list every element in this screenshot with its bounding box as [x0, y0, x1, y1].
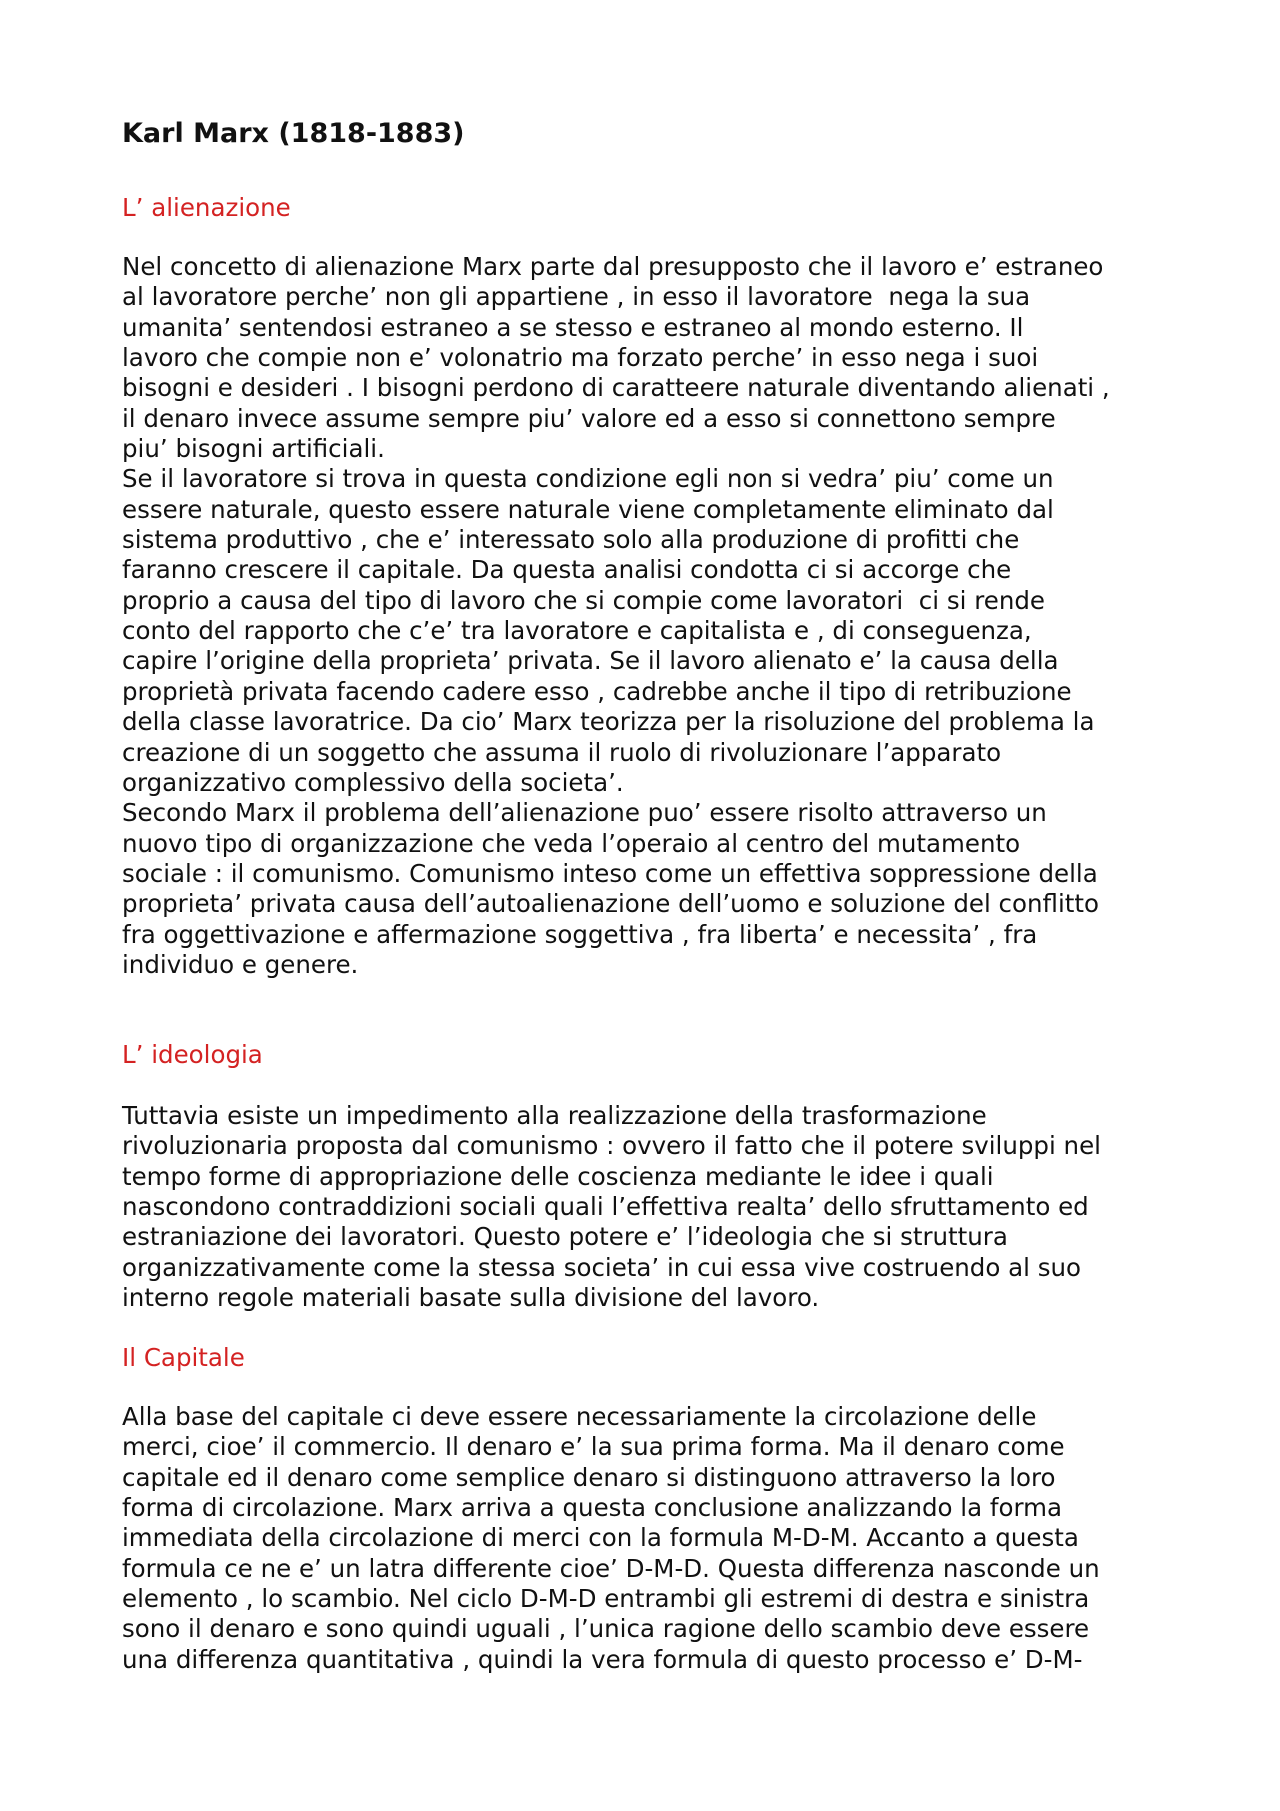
- text-line: Se il lavoratore si trova in questa condizione egli non si vedra’ piu’ come un: [122, 464, 1054, 494]
- text-line: proprieta’ privata causa dell’autoalienazione dell’uomo e soluzione del conflitto: [122, 889, 1099, 919]
- text-line: sociale : il comunismo. Comunismo inteso come un effettiva soppressione della: [122, 858, 1098, 888]
- text-line: nascondono contraddizioni sociali quali l’effettiva realta’ dello sfruttamento ed: [122, 1192, 1089, 1222]
- text-line: essere naturale, questo essere naturale viene completamente eliminato dal: [122, 494, 1054, 524]
- text-line: creazione di un soggetto che assuma il ruolo di rivoluzionare l’apparato: [122, 737, 1002, 767]
- section-body-alienazione: [122, 252, 1110, 980]
- text-line: Secondo Marx il problema dell’alienazione puo’ essere risolto attraverso un: [122, 798, 1047, 828]
- text-line: formula ce ne e’ un latra differente cioe’ D-M-D. Questa differenza nasconde un: [122, 1553, 1100, 1583]
- text-line: immediata della circolazione di merci con la formula M-D-M. Accanto a questa: [122, 1523, 1079, 1553]
- text-line: organizzativamente come la stessa societa’ in cui essa vive costruendo al suo: [122, 1252, 1082, 1282]
- text-line: della classe lavoratrice. Da cio’ Marx teorizza per la risoluzione del problema la: [122, 707, 1095, 737]
- text-line: tempo forme di appropriazione delle coscienza mediante le idee i quali: [122, 1161, 994, 1191]
- text-line: organizzativo complessivo della societa’.: [122, 767, 624, 797]
- text-line: capitale ed il denaro come semplice denaro si distinguono attraverso la loro: [122, 1462, 1056, 1492]
- text-line: interno regole materiali basate sulla divisione del lavoro.: [122, 1283, 820, 1313]
- text-line: sono il denaro e sono quindi uguali , l’unica ragione dello scambio deve essere: [122, 1614, 1090, 1644]
- text-line: una differenza quantitativa , quindi la vera formula di questo processo e’ D-M-: [122, 1644, 1083, 1674]
- text-line: faranno crescere il capitale. Da questa analisi condotta ci si accorge che: [122, 555, 1012, 585]
- text-line: fra oggettivazione e affermazione soggettiva , fra liberta’ e necessita’ , fra: [122, 919, 1038, 949]
- section-heading-alienazione: L’ alienazione: [122, 193, 291, 222]
- section-body-ideologia: [122, 1101, 1101, 1313]
- text-line: umanita’ sentendosi estraneo a se stesso e estraneo al mondo esterno. Il: [122, 312, 1024, 342]
- text-line: proprietà privata facendo cadere esso , cadrebbe anche il tipo di retribuzione: [122, 676, 1072, 706]
- text-line: rivoluzionaria proposta dal comunismo : ovvero il fatto che il potere sviluppi nel: [122, 1131, 1101, 1161]
- page-title: Karl Marx (1818-1883): [122, 118, 465, 149]
- section-heading-ideologia: L’ ideologia: [122, 1040, 263, 1069]
- text-line: nuovo tipo di organizzazione che veda l’operaio al centro del mutamento: [122, 828, 1021, 858]
- section-heading-capitale: Il Capitale: [122, 1343, 245, 1372]
- text-line: merci, cioe’ il commercio. Il denaro e’ la sua prima forma. Ma il denaro come: [122, 1432, 1065, 1462]
- text-line: individuo e genere.: [122, 949, 359, 979]
- text-line: proprio a causa del tipo di lavoro che si compie come lavoratori ci si rende: [122, 585, 1045, 615]
- text-line: Nel concetto di alienazione Marx parte dal presupposto che il lavoro e’ estraneo: [122, 252, 1104, 281]
- text-line: piu’ bisogni artificiali.: [122, 434, 385, 464]
- text-line: capire l’origine della proprieta’ privata. Se il lavoro alienato e’ la causa della: [122, 646, 1059, 676]
- text-line: il denaro invece assume sempre piu’ valore ed a esso si connettono sempre: [122, 403, 1056, 433]
- text-line: lavoro che compie non e’ volonatrio ma forzato perche’ in esso nega i suoi: [122, 343, 1039, 373]
- section-body-capitale: [122, 1402, 1100, 1675]
- text-line: al lavoratore perche’ non gli appartiene , in esso il lavoratore nega la sua: [122, 282, 1031, 312]
- text-line: sistema produttivo , che e’ interessato solo alla produzione di profitti che: [122, 525, 1020, 555]
- text-line: Alla base del capitale ci deve essere necessariamente la circolazione delle: [122, 1402, 1037, 1431]
- text-line: elemento , lo scambio. Nel ciclo D-M-D entrambi gli estremi di destra e sinistra: [122, 1584, 1090, 1614]
- text-line: conto del rapporto che c’e’ tra lavoratore e capitalista e , di conseguenza,: [122, 616, 1032, 646]
- text-line: estraniazione dei lavoratori. Questo potere e’ l’ideologia che si struttura: [122, 1222, 1008, 1252]
- text-line: forma di circolazione. Marx arriva a questa conclusione analizzando la forma: [122, 1493, 1063, 1523]
- text-line: bisogni e desideri . I bisogni perdono di caratteere naturale diventando alienati ,: [122, 373, 1110, 403]
- text-line: Tuttavia esiste un impedimento alla realizzazione della trasformazione: [122, 1101, 987, 1130]
